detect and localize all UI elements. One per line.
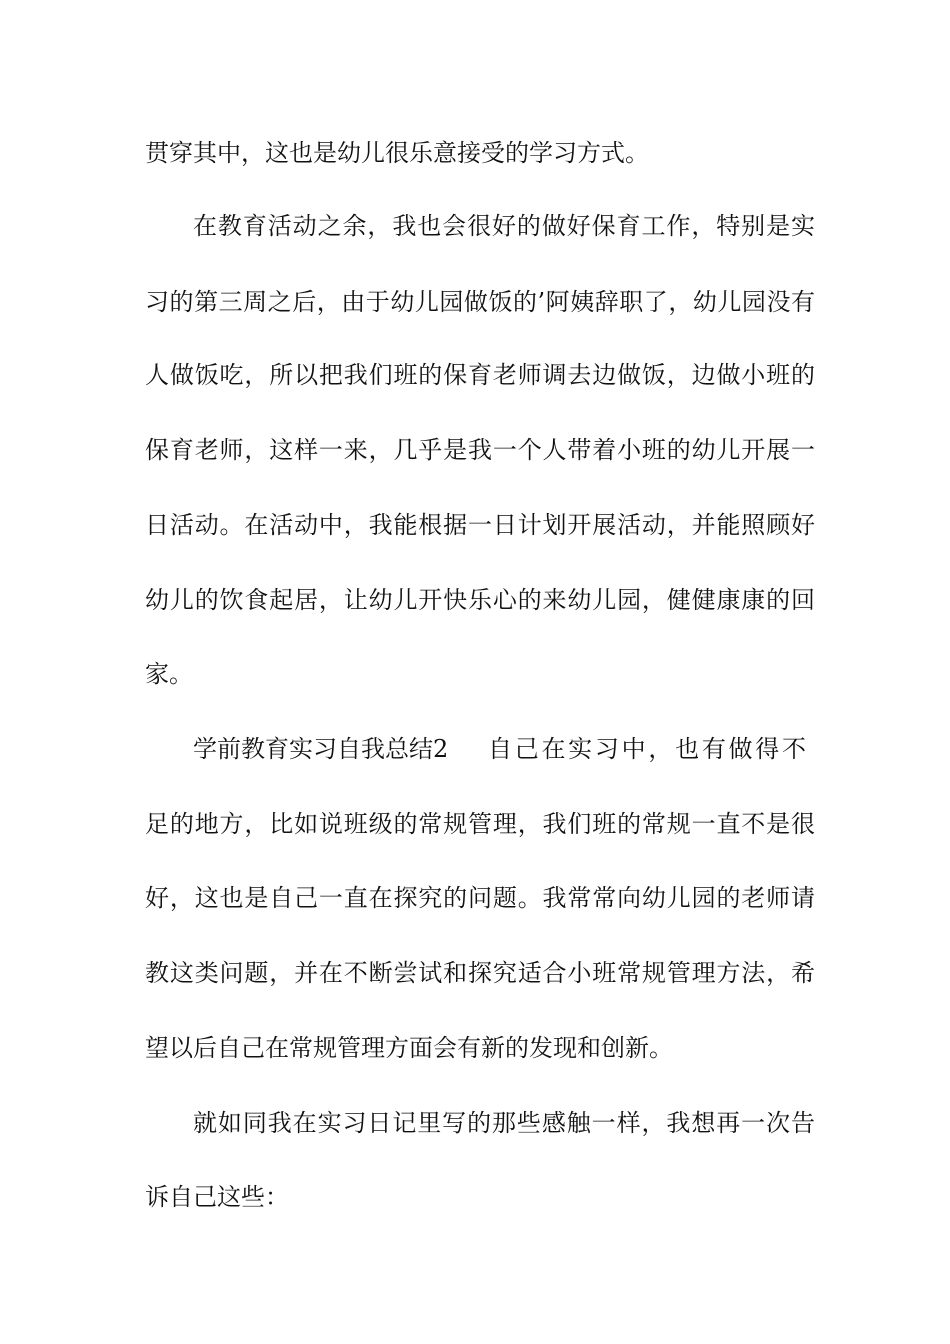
paragraph-line: 习的第三周之后，由于幼儿园做饭的’阿姨辞职了，幼儿园没有	[145, 288, 815, 316]
paragraph-line: 望以后自己在常规管理方面会有新的发现和创新。	[145, 1034, 673, 1062]
paragraph-line: 贯穿其中，这也是幼儿很乐意接受的学习方式。	[145, 139, 649, 167]
paragraph-line: 保育老师，这样一来，几乎是我一个人带着小班的幼儿开展一	[145, 436, 815, 464]
section-heading-line	[193, 729, 815, 769]
section-title: 学前教育实习自我总结2	[193, 735, 449, 763]
paragraph-line: 自己在实习中，也有做得不	[488, 735, 806, 763]
paragraph-line: 好，这也是自己一直在探究的问题。我常常向幼儿园的老师请	[145, 884, 815, 912]
paragraph-line: 幼儿的饮食起居，让幼儿开快乐心的来幼儿园，健健康康的回	[145, 586, 815, 614]
paragraph-line: 人做饭吃，所以把我们班的保育老师调去边做饭，边做小班的	[145, 361, 815, 389]
paragraph-line: 足的地方，比如说班级的常规管理，我们班的常规一直不是很	[145, 810, 815, 838]
paragraph-line: 就如同我在实习日记里写的那些感触一样，我想再一次告	[193, 1109, 815, 1137]
paragraph-line: 教这类问题，并在不断尝试和探究适合小班常规管理方法，希	[145, 959, 815, 987]
paragraph-line: 在教育活动之余，我也会很好的做好保育工作，特别是实	[193, 212, 815, 240]
paragraph-line: 日活动。在活动中，我能根据一日计划开展活动，并能照顾好	[145, 511, 815, 539]
paragraph-line: 家。	[145, 660, 193, 688]
paragraph-line: 诉自己这些：	[145, 1183, 289, 1211]
